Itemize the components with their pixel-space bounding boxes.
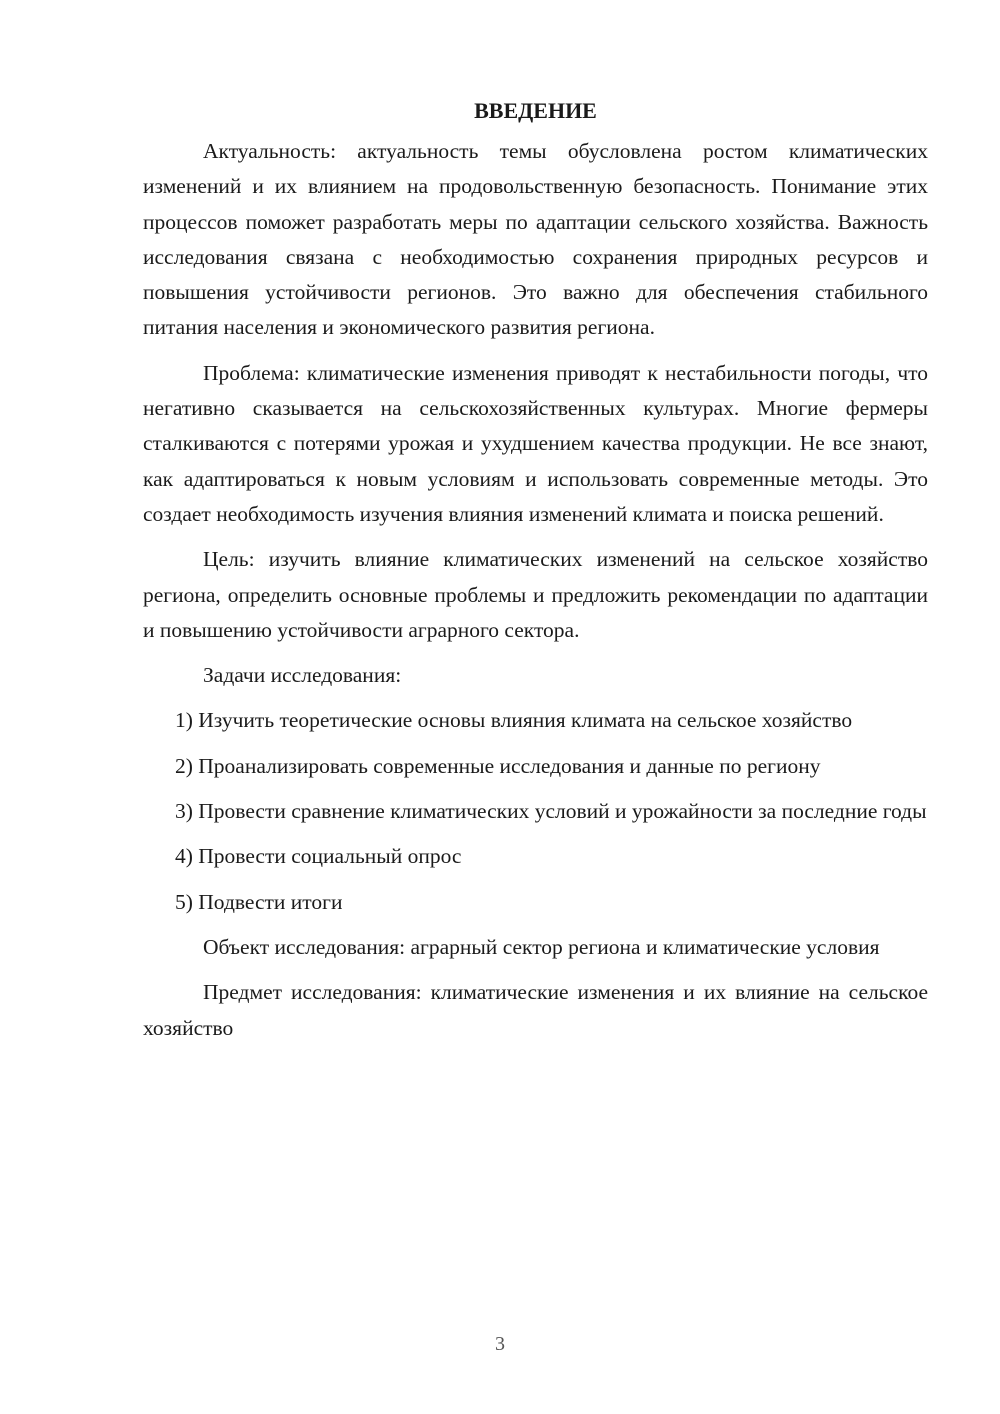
paragraph-object: Объект исследования: аграрный сектор региона и климатические условия (203, 934, 880, 959)
list-item: 2) Проанализировать современные исследования и данные по региону (175, 753, 821, 778)
list-item: 3) Провести сравнение климатических условий и урожайности за последние годы (175, 799, 927, 824)
list-item: 4) Провести социальный опрос (175, 844, 462, 869)
tasks-list (143, 703, 928, 919)
paragraph-subject: Предмет исследования: климатические изменения и их влияние на сельское хозяйство (143, 980, 928, 1040)
list-item: 1) Изучить теоретические основы влияния климата на сельское хозяйство (175, 708, 853, 733)
page-number: 3 (495, 1333, 505, 1355)
document-page (143, 93, 928, 1056)
section-title: ВВЕДЕНИЕ (474, 98, 597, 123)
paragraph-problem: Проблема: климатические изменения приводят к нестабильности погоды, что негативно сказывается на сельскохозяйственных культурах. Многие фермеры сталкиваются с потерями урожая и ухудшением качества продукции. Не все знают, как адаптироваться к новым условиям и использовать современные методы. Это создает необходимость изучения влияния изменений климата и поиска решений. (143, 360, 928, 526)
paragraph-relevance: Актуальность: актуальность темы обусловлена ростом климатических изменений и их влиянием на продовольственную безопасность. Понимание этих процессов поможет разработать меры по адаптации сельского хозяйства. Важность исследования связана с необходимостью сохранения природных ресурсов и повышения устойчивости регионов. Это важно для обеспечения стабильного питания населения и экономического развития региона. (143, 139, 928, 340)
paragraph-goal: Цель: изучить влияние климатических изменений на сельское хозяйство региона, определить основные проблемы и предложить рекомендации по адаптации и повышению устойчивости аграрного сектора. (143, 547, 928, 642)
tasks-heading: Задачи исследования: (203, 663, 402, 688)
list-item: 5) Подвести итоги (175, 889, 343, 914)
